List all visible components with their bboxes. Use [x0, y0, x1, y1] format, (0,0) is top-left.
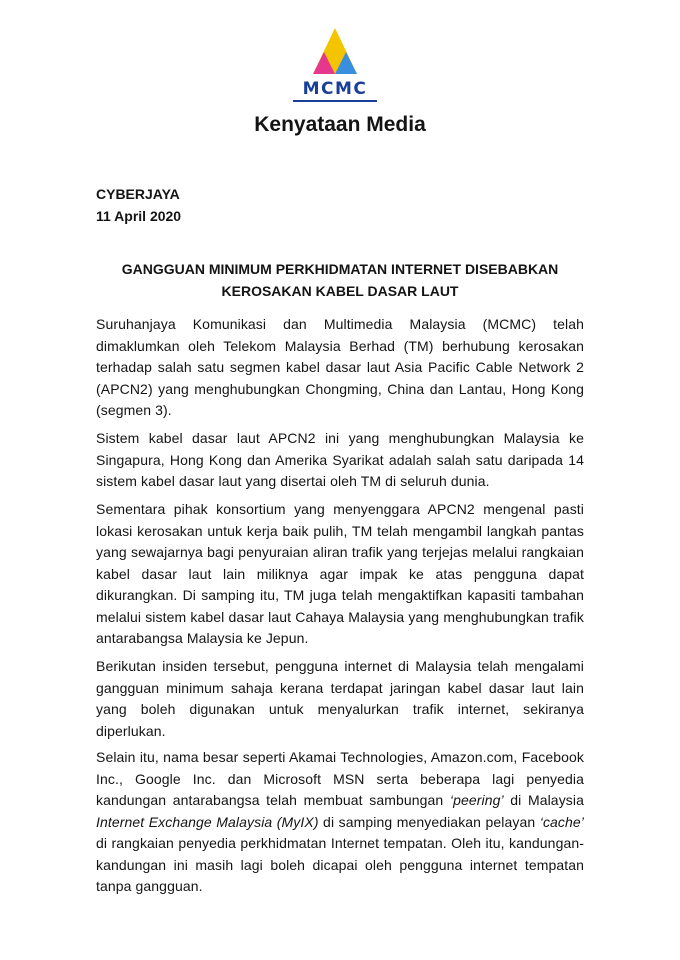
dateline-date: 11 April 2020 [96, 208, 182, 224]
paragraph-2: Sistem kabel dasar laut APCN2 ini yang menghubungkan Malaysia ke Singapura, Hong Kong dan Amerika Syarikat adalah salah satu daripada 14 sistem kabel dasar laut yang disertai oleh TM di seluruh dunia. [96, 430, 584, 489]
paragraph-1: Suruhanjaya Komunikasi dan Multimedia Malaysia (MCMC) telah dimaklumkan oleh Telekom Malaysia Berhad (TM) berhubung kerosakan terhadap salah satu segmen kabel dasar laut Asia Pacific Cable Network 2 (APCN2) yang menghubungkan Chongming, China dan Lantau, Hong Kong (segmen 3). [96, 316, 584, 418]
dateline-place: CYBERJAYA [96, 186, 180, 202]
paragraph-3: Sementara pihak konsortium yang menyenggara APCN2 mengenal pasti lokasi kerosakan untuk kerja baik pulih, TM telah mengambil langkah pantas yang sewajarnya bagi penyuraian aliran trafik yang terjejas melalui rangkaian kabel dasar laut lain miliknya agar impak ke atas pengguna dapat dikurangkan. Di samping itu, TM juga telah mengaktifkan kapasiti tambahan melalui sistem kabel dasar laut Cahaya Malaysia yang menghubungkan trafik antarabangsa Malaysia ke Jepun. [96, 501, 584, 646]
headline-line-2: KEROSAKAN KABEL DASAR LAUT [221, 283, 459, 299]
mcmc-logo [279, 28, 391, 104]
paragraph-5-text-3: di samping menyediakan pelayan [318, 813, 540, 830]
term-peering: ‘peering’ [449, 792, 504, 808]
paragraph-4: Berikutan insiden tersebut, pengguna internet di Malaysia telah mengalami gangguan minimum sahaja kerana terdapat jaringan kabel dasar laut lain yang boleh digunakan untuk menyalurkan trafik internet, sekiranya diperlukan. [96, 658, 584, 739]
logo-wordmark: MCMC [302, 79, 368, 99]
page-title: Kenyataan Media [254, 113, 426, 136]
paragraph-5-text-2: di Malaysia [503, 792, 584, 808]
term-myix: Internet Exchange Malaysia (MyIX) [96, 813, 319, 830]
headline-line-1: GANGGUAN MINIMUM PERKHIDMATAN INTERNET DISEBABKAN [121, 261, 559, 277]
paragraph-5-text-4: di rangkaian penyedia perkhidmatan Internet tempatan. Oleh itu, kandungan-kandungan ini masih lagi boleh dicapai oleh pengguna internet tempatan tanpa gangguan. [96, 835, 584, 894]
headline [96, 258, 584, 302]
paragraph-5 [96, 747, 584, 898]
logo-underline [293, 100, 377, 102]
paragraph-5-text-1: Selain itu, nama besar seperti Akamai Technologies, Amazon.com, Facebook Inc., Google Inc. dan Microsoft MSN serta beberapa lagi penyedia kandungan antarabangsa telah membuat sambungan [96, 749, 584, 808]
term-cache: ‘cache’ [539, 813, 585, 830]
